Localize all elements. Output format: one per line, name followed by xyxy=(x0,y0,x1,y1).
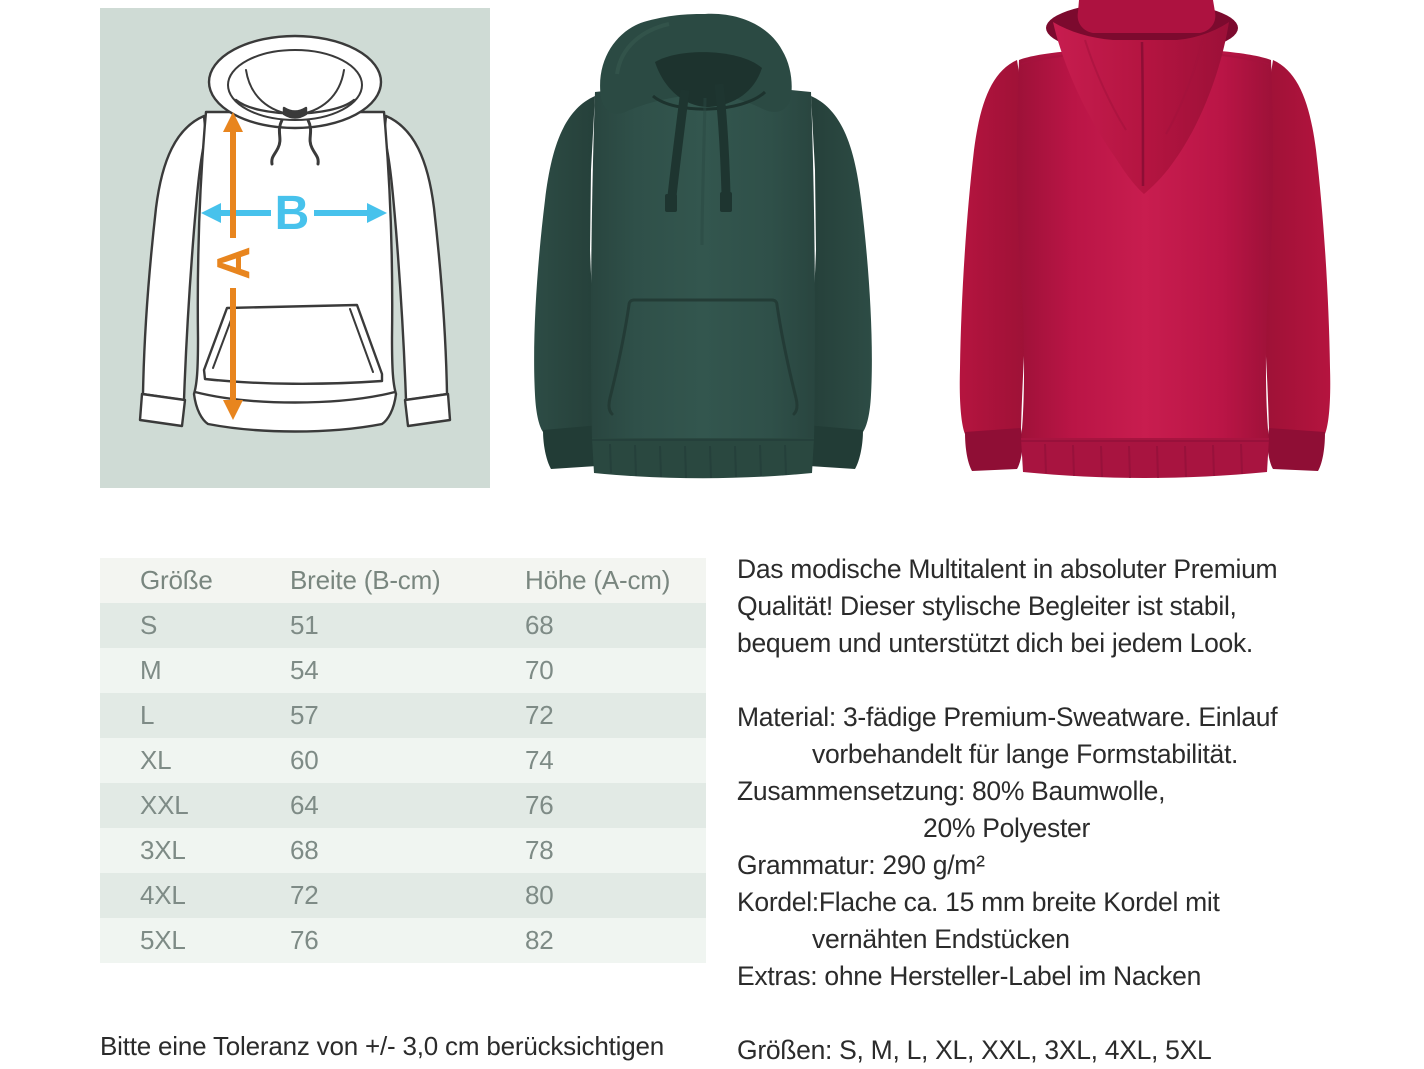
measure-label-b: B xyxy=(274,187,310,240)
size-diagram-panel xyxy=(100,8,490,488)
sketch-right-cuff xyxy=(405,394,450,426)
width-cell: 64 xyxy=(290,790,319,820)
hoodie-measurement-sketch xyxy=(100,8,490,488)
column-header-groesse: Größe xyxy=(140,565,213,595)
table-row xyxy=(100,738,706,783)
table-row xyxy=(100,648,706,693)
description-line: Qualität! Dieser stylische Begleiter ist stabil, xyxy=(737,591,1237,621)
description-line: bequem und unterstützt dich bei jedem Look. xyxy=(737,628,1253,658)
description-line: Größen: S, M, L, XL, XXL, 3XL, 4XL, 5XL xyxy=(737,1035,1212,1065)
size-table xyxy=(100,558,706,963)
column-header-hoehe: Höhe (A-cm) xyxy=(525,565,671,595)
size-cell: 5XL xyxy=(140,925,186,955)
back-hood-band xyxy=(1078,0,1216,33)
sketch-right-sleeve xyxy=(384,116,447,400)
back-hem-band xyxy=(1021,438,1269,478)
description-line: vorbehandelt für lange Formstabilität. xyxy=(812,739,1239,769)
size-cell: M xyxy=(140,655,162,685)
width-cell: 51 xyxy=(290,610,319,640)
table-row xyxy=(100,603,706,648)
height-cell: 80 xyxy=(525,880,554,910)
width-cell: 76 xyxy=(290,925,319,955)
height-cell: 76 xyxy=(525,790,554,820)
size-cell: XL xyxy=(140,745,172,775)
sketch-left-cuff xyxy=(140,394,185,426)
product-description xyxy=(737,551,1424,1069)
back-hood-crease xyxy=(1142,42,1143,186)
description-line: Grammatur: 290 g/m² xyxy=(737,850,985,880)
width-cell: 60 xyxy=(290,745,319,775)
height-cell: 72 xyxy=(525,700,554,730)
description-line: Zusammensetzung: 80% Baumwolle, xyxy=(737,776,1166,806)
width-cell: 72 xyxy=(290,880,319,910)
table-row xyxy=(100,783,706,828)
product-photo-front xyxy=(505,0,925,500)
table-row xyxy=(100,873,706,918)
sketch-left-sleeve xyxy=(143,116,206,400)
size-cell: L xyxy=(140,700,155,730)
table-row xyxy=(100,828,706,873)
front-right-sleeve xyxy=(805,96,872,432)
size-cell: 3XL xyxy=(140,835,186,865)
description-line: 20% Polyester xyxy=(923,813,1090,843)
hoodie-front-image xyxy=(505,0,925,500)
front-drawstring-right-end xyxy=(720,192,732,212)
description-line: Das modische Multitalent in absoluter Premium xyxy=(737,554,1278,584)
product-photo-back xyxy=(935,0,1355,500)
column-header-breite: Breite (B-cm) xyxy=(290,565,441,595)
tolerance-note: Bitte eine Toleranz von +/- 3,0 cm berücksichtigen xyxy=(100,1031,664,1061)
description-line: Kordel:Flache ca. 15 mm breite Kordel mit xyxy=(737,887,1220,917)
front-hem-band xyxy=(592,438,814,478)
back-right-cuff xyxy=(1267,428,1325,471)
front-drawstring-left-end xyxy=(665,194,677,212)
description-line: vernähten Endstücken xyxy=(812,924,1070,954)
size-table-header-row xyxy=(100,558,706,603)
width-cell: 68 xyxy=(290,835,319,865)
description-line: Extras: ohne Hersteller-Label im Nacken xyxy=(737,961,1202,991)
width-cell: 54 xyxy=(290,655,319,685)
height-cell: 70 xyxy=(525,655,554,685)
description-line: Material: 3-fädige Premium-Sweatware. Einlauf xyxy=(737,702,1278,732)
hoodie-back-image xyxy=(935,0,1355,500)
width-cell: 57 xyxy=(290,700,319,730)
front-left-sleeve xyxy=(534,96,601,432)
table-row xyxy=(100,693,706,738)
size-cell: XXL xyxy=(140,790,189,820)
measure-label-a: A xyxy=(207,246,259,280)
height-cell: 74 xyxy=(525,745,554,775)
height-cell: 68 xyxy=(525,610,554,640)
height-cell: 78 xyxy=(525,835,554,865)
table-row xyxy=(100,918,706,963)
height-cell: 82 xyxy=(525,925,554,955)
size-cell: S xyxy=(140,610,158,640)
size-cell: 4XL xyxy=(140,880,186,910)
back-left-cuff xyxy=(965,428,1023,471)
